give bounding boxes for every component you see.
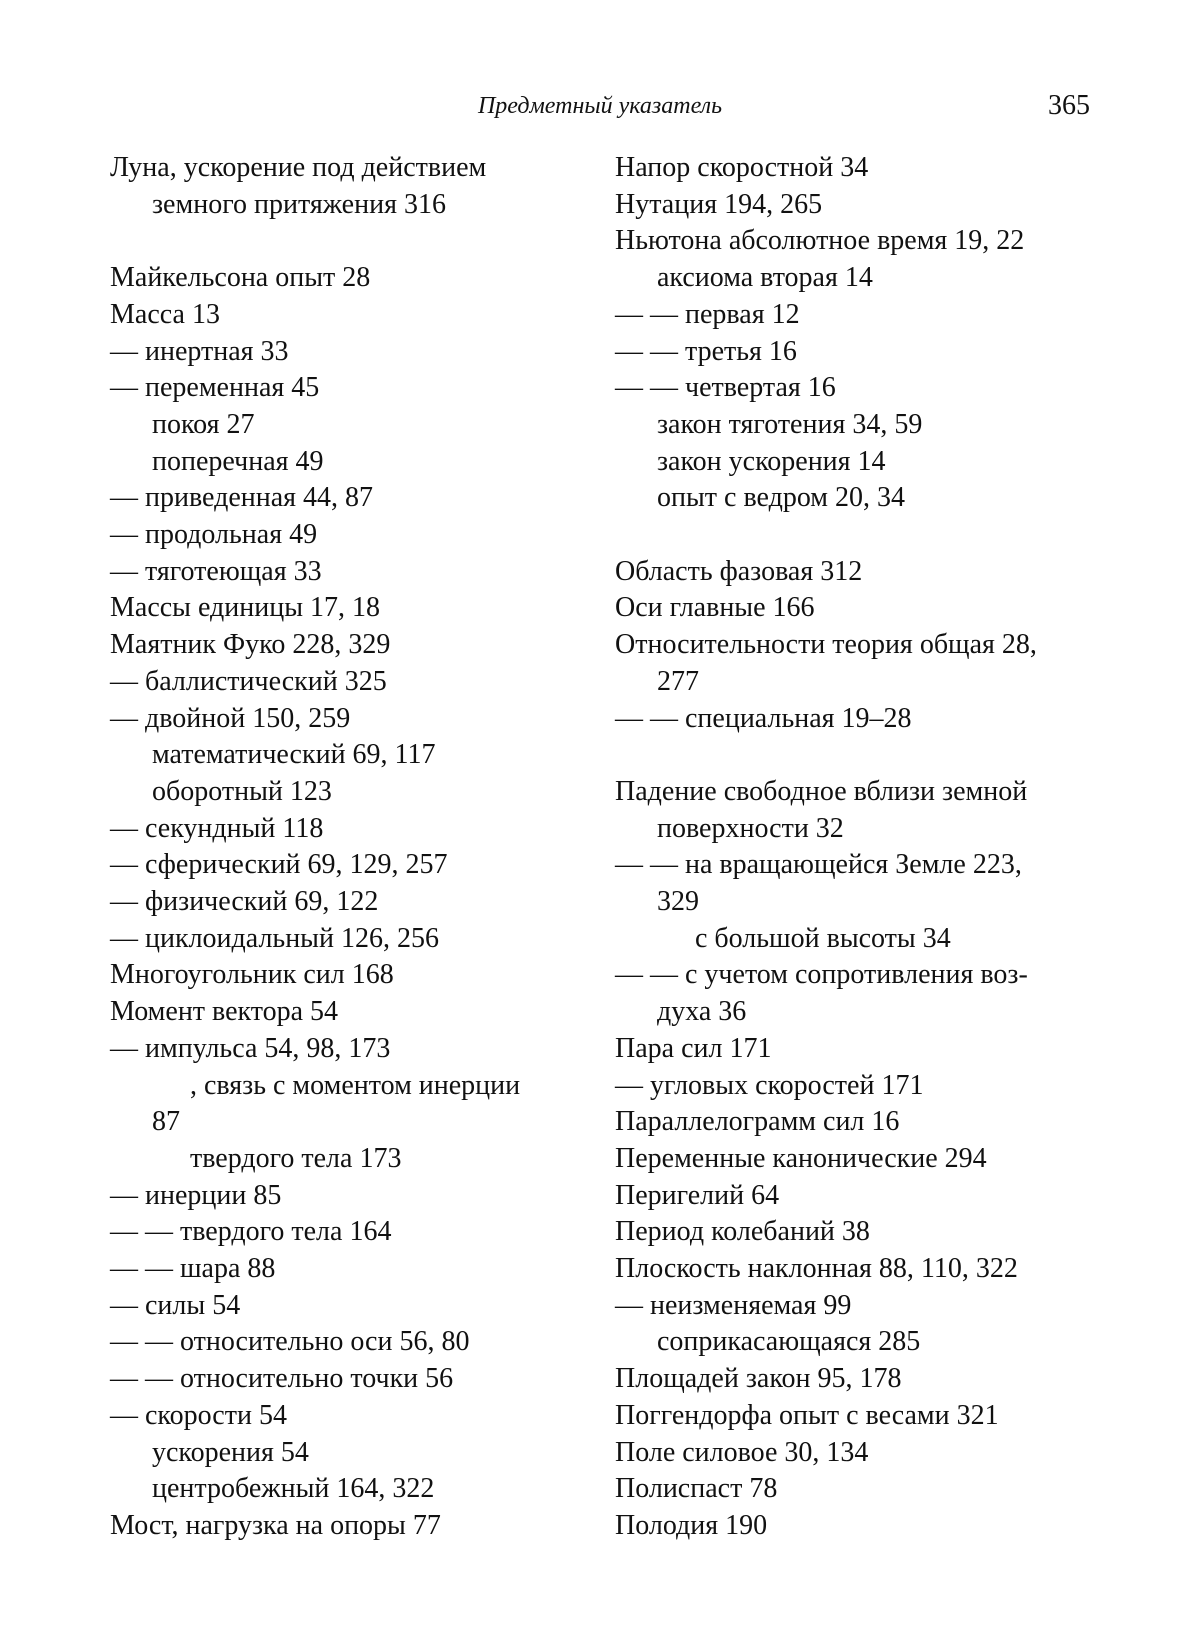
- index-column-right: [615, 150, 1093, 1545]
- index-entry: Относительности теория общая 28,: [615, 629, 1037, 661]
- index-entry: твердого тела 173: [190, 1142, 402, 1174]
- index-entry: — баллистический 325: [110, 665, 387, 697]
- index-entry: — циклоидальный 126, 256: [110, 922, 439, 954]
- index-entry: Пара сил 171: [615, 1032, 772, 1064]
- index-entry: Полиспаст 78: [615, 1473, 778, 1505]
- index-entry: Ньютона абсолютное время 19, 22: [615, 225, 1025, 257]
- index-entry: математический 69, 117: [152, 739, 436, 771]
- index-entry: земного притяжения 316: [152, 188, 446, 220]
- running-head: [110, 86, 1090, 126]
- index-entry: — приведенная 44, 87: [110, 482, 374, 514]
- index-entry: опыт с ведром 20, 34: [657, 482, 906, 514]
- index-entry: Майкельсона опыт 28: [110, 262, 371, 294]
- index-entry: — — шара 88: [110, 1253, 276, 1285]
- index-entry: — импульса 54, 98, 173: [110, 1032, 391, 1064]
- index-entry: Момент вектора 54: [110, 996, 339, 1028]
- running-title: Предметный указатель: [477, 93, 723, 119]
- index-entry: — переменная 45: [110, 372, 320, 404]
- index-entry: Луна, ускорение под действием: [110, 152, 487, 183]
- index-entry: Поггендорфа опыт с весами 321: [615, 1399, 999, 1431]
- index-entry: — двойной 150, 259: [110, 702, 351, 734]
- index-entry: — скорости 54: [110, 1399, 287, 1431]
- index-entry: Масса 13: [110, 298, 220, 330]
- index-entry: Нутация 194, 265: [615, 188, 823, 220]
- index-entry: поперечная 49: [152, 445, 324, 477]
- index-entry: — инерции 85: [110, 1179, 282, 1211]
- index-entry: Параллелограмм сил 16: [615, 1106, 900, 1138]
- index-entry: — — специальная 19–28: [615, 702, 912, 734]
- index-entry: Период колебаний 38: [615, 1216, 870, 1248]
- index-entry: Падение свободное вблизи земной: [615, 775, 1028, 807]
- index-entry: аксиома вторая 14: [657, 262, 873, 294]
- entry-spacer: [615, 737, 1093, 774]
- index-entry: — неизменяемая 99: [615, 1289, 852, 1321]
- index-entry: — продольная 49: [110, 519, 318, 551]
- index-entry: — — относительно оси 56, 80: [110, 1326, 470, 1358]
- index-entry: 87: [152, 1106, 180, 1138]
- index-entry: Область фазовая 312: [615, 555, 863, 587]
- index-entry: — инертная 33: [110, 335, 289, 367]
- index-entry: соприкасающаяся 285: [657, 1326, 921, 1358]
- entry-spacer: [110, 223, 588, 260]
- index-entry: центробежный 164, 322: [152, 1473, 435, 1505]
- index-entry: закон ускорения 14: [657, 445, 886, 477]
- index-entry: 277: [657, 665, 699, 697]
- index-entry: — — третья 16: [615, 335, 797, 367]
- index-entry: Напор скоростной 34: [615, 152, 869, 183]
- index-entry: Перигелий 64: [615, 1179, 780, 1211]
- index-entry: ускорения 54: [152, 1436, 309, 1468]
- index-entry: — физический 69, 122: [110, 886, 379, 918]
- index-entry: Плоскость наклонная 88, 110, 322: [615, 1253, 1018, 1285]
- index-entry: — — на вращающейся Земле 223,: [615, 849, 1022, 881]
- index-entry: — секундный 118: [110, 812, 324, 844]
- index-entry: — сферический 69, 129, 257: [110, 849, 448, 881]
- index-entry: Оси главные 166: [615, 592, 815, 624]
- index-entry: — — первая 12: [615, 298, 800, 330]
- index-entry: — угловых скоростей 171: [615, 1069, 924, 1101]
- index-entry: , связь с моментом инерции: [190, 1069, 521, 1101]
- index-entry: Многоугольник сил 168: [110, 959, 394, 991]
- entry-spacer: [615, 517, 1093, 554]
- index-entry: духа 36: [657, 996, 747, 1028]
- index-entry: оборотный 123: [152, 775, 332, 807]
- index-entry: — — твердого тела 164: [110, 1216, 392, 1248]
- index-entry: — тяготеющая 33: [110, 555, 322, 587]
- index-entry: Площадей закон 95, 178: [615, 1363, 902, 1395]
- index-entry: Мост, нагрузка на опоры 77: [110, 1510, 441, 1541]
- index-entry: с большой высоты 34: [695, 922, 951, 954]
- index-entry: Полодия 190: [615, 1509, 768, 1541]
- page-number: 365: [1048, 90, 1090, 121]
- index-entry: — — относительно точки 56: [110, 1363, 454, 1395]
- index-column-left: [110, 150, 588, 1545]
- index-entry: 329: [657, 886, 699, 918]
- index-entry: Поле силовое 30, 134: [615, 1436, 869, 1468]
- index-entry: Маятник Фуко 228, 329: [110, 629, 391, 661]
- index-entry: — — с учетом сопротивления воз-: [615, 959, 1028, 991]
- index-entry: Массы единицы 17, 18: [110, 592, 381, 624]
- index-entry: Переменные канонические 294: [615, 1142, 987, 1174]
- index-entry: покоя 27: [152, 408, 255, 440]
- index-entry: закон тяготения 34, 59: [657, 408, 923, 440]
- index-entry: — силы 54: [110, 1289, 241, 1321]
- index-entry: — — четвертая 16: [615, 372, 836, 404]
- index-entry: поверхности 32: [657, 812, 844, 844]
